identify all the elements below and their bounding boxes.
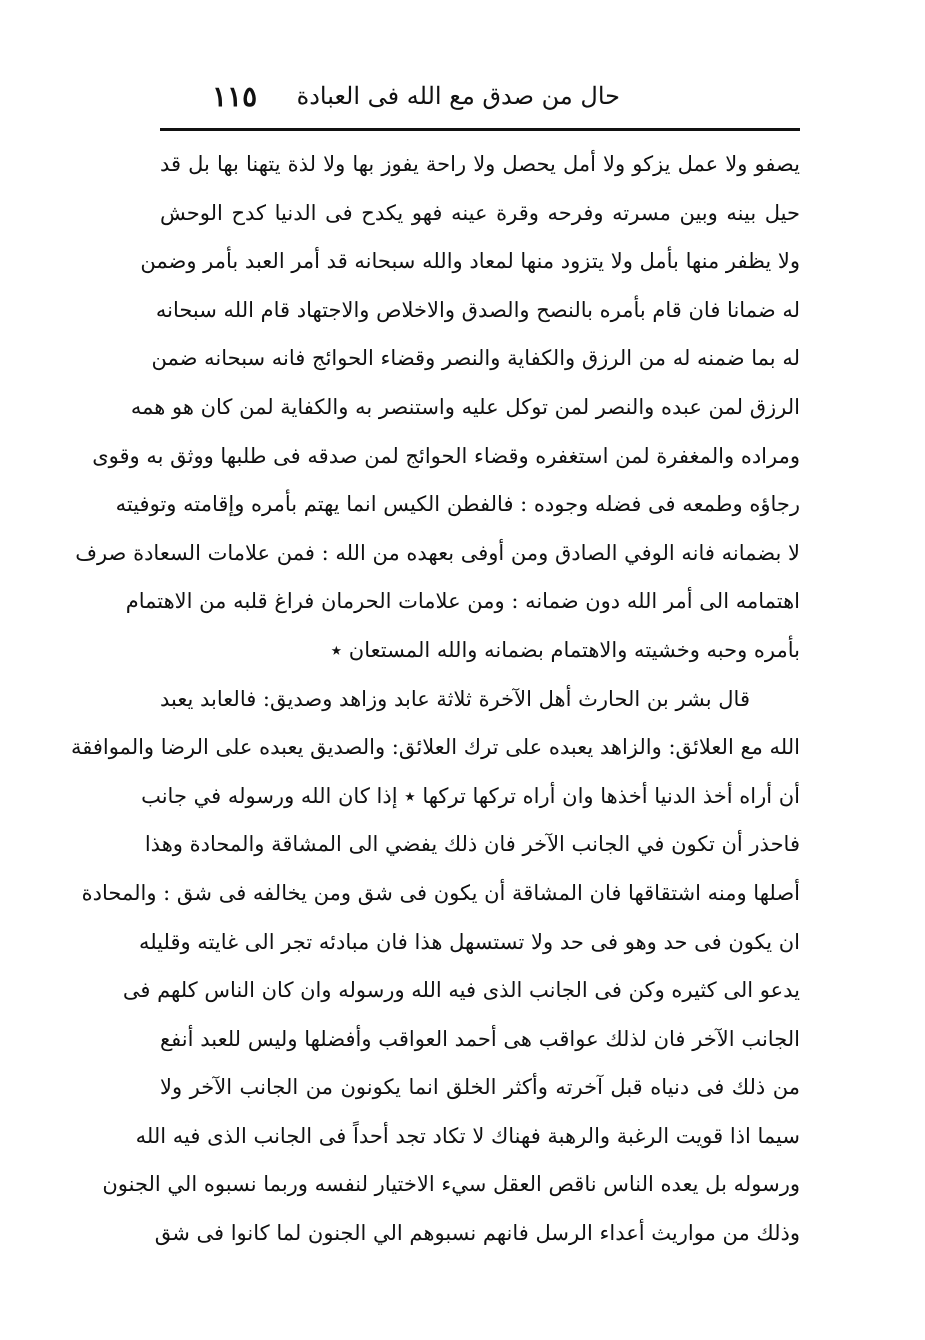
text-line: وذلك من مواريث أعداء الرسل فانهم نسبوهم الي الجنون لما كانوا فى شق bbox=[154, 1221, 800, 1246]
body-text bbox=[70, 140, 800, 1258]
text-line: ومراده والمغفرة لمن استغفره وقضاء الحوائج لمن صدقه فى طلبها ووثق به وقوى bbox=[92, 443, 800, 468]
text-line: سيما اذا قويت الرغبة والرهبة فهناك لا تكاد تجد أحداً فى الجانب الذى فيه الله bbox=[135, 1123, 800, 1148]
text-line: رجاؤه وطمعه فى فضله وجوده : فالفطن الكيس انما يهتم بأمره وإقامته وتوفيته bbox=[115, 492, 800, 517]
text-line: حيل بينه وبين مسرته وفرحه وقرة عينه فهو يكدح فى الدنيا كدح الوحش bbox=[160, 200, 800, 225]
page-number: ١١٥ bbox=[212, 80, 258, 113]
text-line: بأمره وحبه وخشيته والاهتمام بضمانه والله المستعان ٭ bbox=[330, 637, 800, 662]
text-line: له بما ضمنه له من الرزق والكفاية والنصر وقضاء الحوائج فانه سبحانه ضمن bbox=[151, 346, 800, 371]
text-line: له ضمانا فان قام بأمره بالنصح والصدق والاخلاص والاجتهاد قام الله سبحانه bbox=[155, 297, 800, 322]
text-line: لا بضمانه فانه الوفي الصادق ومن أوفى بعهده من الله : فمن علامات السعادة صرف bbox=[75, 540, 800, 565]
text-line: أصلها ومنه اشتقاقها فان المشاقة أن يكون فى شق ومن يخالفه فى شق : والمحادة bbox=[81, 880, 800, 905]
text-line: اهتمامه الى أمر الله دون ضمانه : ومن علامات الحرمان فراغ قلبه من الاهتمام bbox=[125, 589, 800, 614]
text-line: يدعو الى كثيره وكن فى الجانب الذى فيه الله ورسوله وان كان الناس كلهم فى bbox=[122, 978, 800, 1003]
text-line: ولا يظفر منها بأمل ولا يتزود منها لمعاد والله سبحانه قد أمر العبد بأمر وضمن bbox=[140, 249, 800, 274]
text-line: الله مع العلائق: والزاهد يعبده على ترك العلائق: والصديق يعبده على الرضا والموافقة bbox=[70, 735, 800, 760]
text-line: من ذلك فى دنياه قبل آخرته وأكثر الخلق انما يكونون من الجانب الآخر ولا bbox=[160, 1075, 800, 1100]
text-line: فاحذر أن تكون في الجانب الآخر فان ذلك يفضي الى المشاقة والمحادة وهذا bbox=[144, 832, 800, 857]
text-line: أن أراه أخذ الدنيا أخذها وان أراه تركها تركها ٭ إذا كان الله ورسوله في جانب bbox=[141, 783, 800, 808]
text-line: يصفو ولا عمل يزكو ولا أمل يحصل ولا راحة يفوز بها ولا لذة يتهنا بها بل قد bbox=[160, 152, 800, 176]
header-rule bbox=[160, 128, 800, 131]
running-title: حال من صدق مع الله فى العبادة bbox=[296, 82, 620, 110]
text-line: الرزق لمن عبده والنصر لمن توكل عليه واستنصر به والكفاية لمن كان هو همه bbox=[130, 394, 800, 419]
text-line: ورسوله بل يعده الناس ناقص العقل سيء الاختيار لنفسه وربما نسبوه الي الجنون bbox=[102, 1172, 800, 1197]
text-line: الجانب الآخر فان لذلك عواقب هى أحمد العواقب وأفضلها وليس للعبد أنفع bbox=[160, 1026, 800, 1051]
page-header bbox=[160, 78, 800, 126]
text-line: قال بشر بن الحارث أهل الآخرة ثلاثة عابد وزاهد وصديق: فالعابد يعبد bbox=[160, 686, 750, 711]
text-line: ان يكون فى حد وهو فى حد ولا تستسهل هذا فان مبادئه تجر الى غايته وقليله bbox=[138, 929, 800, 954]
